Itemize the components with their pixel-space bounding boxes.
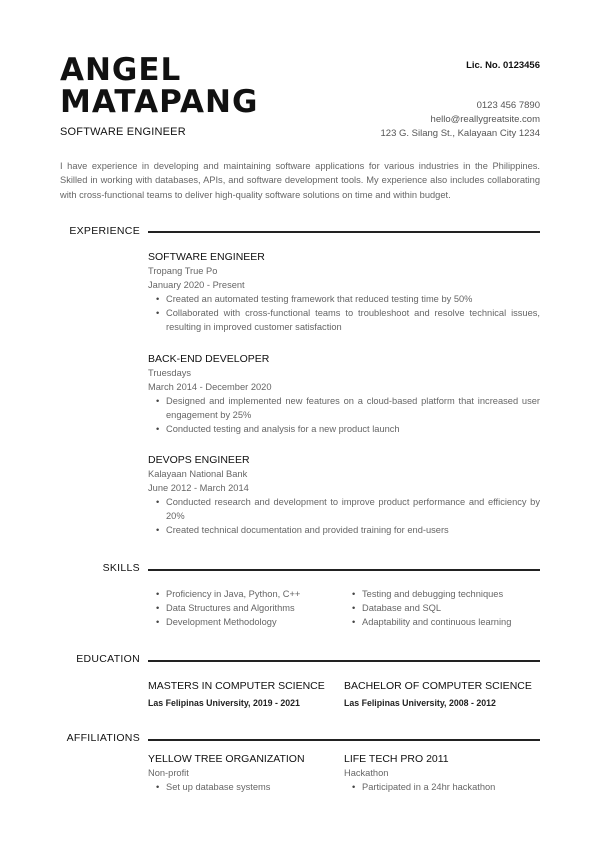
candidate-name	[60, 54, 258, 118]
skill-item: • Testing and debugging techniques	[344, 587, 540, 601]
affiliation-bullet: • Participated in a 24hr hackathon	[344, 780, 540, 794]
skill-item: • Database and SQL	[344, 601, 540, 615]
contact-address: 123 G. Silang St., Kalayaan City 1234	[380, 128, 540, 139]
contact-email: hello@reallygreatsite.com	[430, 114, 540, 125]
job-bullets	[148, 495, 540, 537]
job-dates: June 2012 - March 2014	[148, 483, 249, 493]
education-item	[148, 679, 340, 710]
section-divider	[148, 660, 540, 662]
job-bullet: • Conducted testing and analysis for a new product launch	[148, 422, 540, 436]
skills-column-right	[344, 587, 540, 629]
skills-list	[344, 587, 540, 629]
name-last: MATAPANG	[60, 84, 259, 120]
affiliation-bullets	[344, 780, 540, 794]
candidate-role: SOFTWARE ENGINEER	[60, 126, 186, 138]
affiliation-type: Non-profit	[148, 768, 189, 778]
skill-item: • Development Methodology	[148, 615, 338, 629]
job-bullet: • Conducted research and development to improve product performance and efficiency by 20%	[148, 495, 540, 523]
section-title-skills: SKILLS	[102, 562, 140, 574]
section-divider	[148, 231, 540, 233]
job-title: SOFTWARE ENGINEER	[148, 251, 265, 263]
job-dates: January 2020 - Present	[148, 280, 245, 290]
job-bullet: • Created an automated testing framework that reduced testing time by 50%	[148, 292, 540, 306]
skill-item: • Adaptability and continuous learning	[344, 615, 540, 629]
skill-item: • Proficiency in Java, Python, C++	[148, 587, 338, 601]
affiliation-type: Hackathon	[344, 768, 389, 778]
section-divider	[148, 739, 540, 741]
job-bullets	[148, 394, 540, 436]
experience-item	[148, 453, 540, 537]
school-name: Las Felipinas University, 2019 - 2021	[148, 698, 300, 708]
job-bullet: • Collaborated with cross-functional teams to troubleshoot and resolve technical issues, resulting in improved customer satisfaction	[148, 306, 540, 334]
section-title-affiliations: AFFILIATIONS	[66, 732, 140, 744]
job-bullets	[148, 292, 540, 334]
skill-item: • Data Structures and Algorithms	[148, 601, 338, 615]
job-dates: March 2014 - December 2020	[148, 382, 272, 392]
experience-item	[148, 250, 540, 334]
section-title-experience: EXPERIENCE	[69, 225, 140, 237]
section-title-education: EDUCATION	[76, 653, 140, 665]
degree-name: BACHELOR OF COMPUTER SCIENCE	[344, 680, 532, 692]
skills-column-left	[148, 587, 338, 629]
job-bullet: • Created technical documentation and provided training for end-users	[148, 523, 540, 537]
job-company: Truesdays	[148, 368, 192, 378]
affiliation-bullets	[148, 780, 340, 794]
degree-name: MASTERS IN COMPUTER SCIENCE	[148, 680, 325, 692]
job-bullet: • Designed and implemented new features on a cloud-based platform that increased user engagement by 25%	[148, 394, 540, 422]
contact-phone: 0123 456 7890	[476, 100, 540, 111]
job-company: Kalayaan National Bank	[148, 469, 248, 479]
skills-list	[148, 587, 338, 629]
section-divider	[148, 569, 540, 571]
affiliation-item	[148, 752, 340, 794]
affiliation-bullet: • Set up database systems	[148, 780, 340, 794]
job-company: Tropang True Po	[148, 266, 218, 276]
affiliation-name: YELLOW TREE ORGANIZATION	[148, 753, 305, 765]
affiliation-item	[344, 752, 540, 794]
affiliation-name: LIFE TECH PRO 2011	[344, 753, 449, 765]
education-item	[344, 679, 540, 710]
job-title: DEVOPS ENGINEER	[148, 454, 250, 466]
license-number: Lic. No. 0123456	[466, 60, 540, 71]
school-name: Las Felipinas University, 2008 - 2012	[344, 698, 496, 708]
experience-item	[148, 352, 540, 436]
name-first: ANGEL	[60, 52, 182, 88]
profile-summary: I have experience in developing and maintaining software applications for various industries in the Philippines. Skilled in working with databases, APIs, and software development tools. My experience also includes collaborating with cross-functional teams to deliver high-quality software solutions on time and within budget.	[60, 161, 540, 200]
job-title: BACK-END DEVELOPER	[148, 353, 270, 365]
contact-block	[381, 99, 541, 141]
